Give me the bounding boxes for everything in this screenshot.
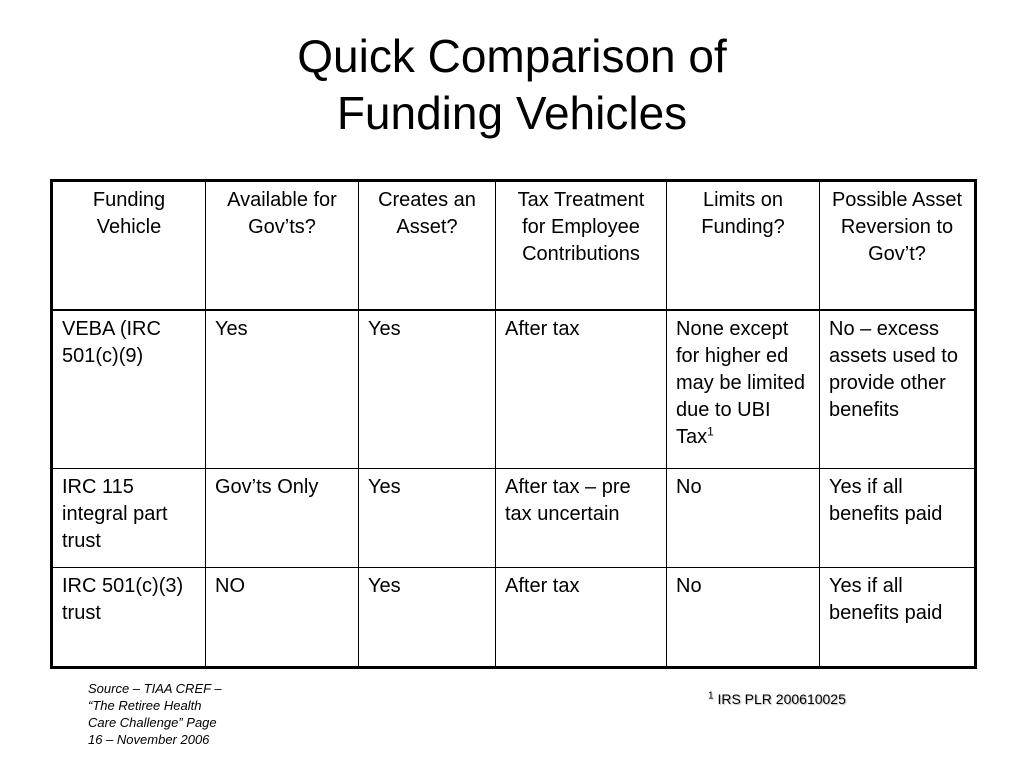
cell-tax: After tax – pre tax uncertain <box>496 469 667 568</box>
header-available-for-govts: Available for Gov’ts? <box>206 181 359 311</box>
footnote <box>708 690 846 708</box>
cell-limits <box>667 310 820 469</box>
source-note <box>88 680 248 748</box>
footnote-reference: 1 <box>707 424 714 439</box>
cell-limits: No <box>667 568 820 668</box>
slide-title <box>0 28 1024 142</box>
comparison-table <box>50 179 977 669</box>
header-limits-on-funding: Limits on Funding? <box>667 181 820 311</box>
cell-asset: Yes <box>359 310 496 469</box>
cell-tax: After tax <box>496 310 667 469</box>
table-row <box>52 310 976 469</box>
footnote-text: IRS PLR 200610025 <box>717 691 846 707</box>
source-line-1: Source – TIAA CREF – <box>88 681 222 696</box>
footnote-mark: 1 <box>708 690 714 702</box>
cell-reversion: Yes if all benefits paid <box>820 469 976 568</box>
slide-title-line-1: Quick Comparison of <box>297 30 727 82</box>
source-line-2: “The Retiree Health <box>88 698 202 713</box>
cell-asset: Yes <box>359 568 496 668</box>
cell-vehicle: IRC 115 integral part trust <box>52 469 206 568</box>
cell-tax: After tax <box>496 568 667 668</box>
cell-vehicle: IRC 501(c)(3) trust <box>52 568 206 668</box>
table-row <box>52 568 976 668</box>
cell-limits: No <box>667 469 820 568</box>
slide-title-line-2: Funding Vehicles <box>336 87 688 139</box>
cell-vehicle: VEBA (IRC 501(c)(9) <box>52 310 206 469</box>
cell-available: Yes <box>206 310 359 469</box>
cell-asset: Yes <box>359 469 496 568</box>
header-funding-vehicle: Funding Vehicle <box>52 181 206 311</box>
source-line-4: 16 – November 2006 <box>88 732 210 747</box>
source-line-3: Care Challenge” Page <box>88 715 217 730</box>
cell-reversion: No – excess assets used to provide other benefits <box>820 310 976 469</box>
header-tax-treatment: Tax Treatment for Employee Contributions <box>496 181 667 311</box>
table-header-row <box>52 181 976 311</box>
header-asset-reversion: Possible Asset Reversion to Gov’t? <box>820 181 976 311</box>
cell-available: Gov’ts Only <box>206 469 359 568</box>
cell-available: NO <box>206 568 359 668</box>
cell-reversion: Yes if all benefits paid <box>820 568 976 668</box>
header-creates-asset: Creates an Asset? <box>359 181 496 311</box>
table-row <box>52 469 976 568</box>
cell-limits-text: None except for higher ed may be limited due to UBI Tax <box>676 318 805 448</box>
